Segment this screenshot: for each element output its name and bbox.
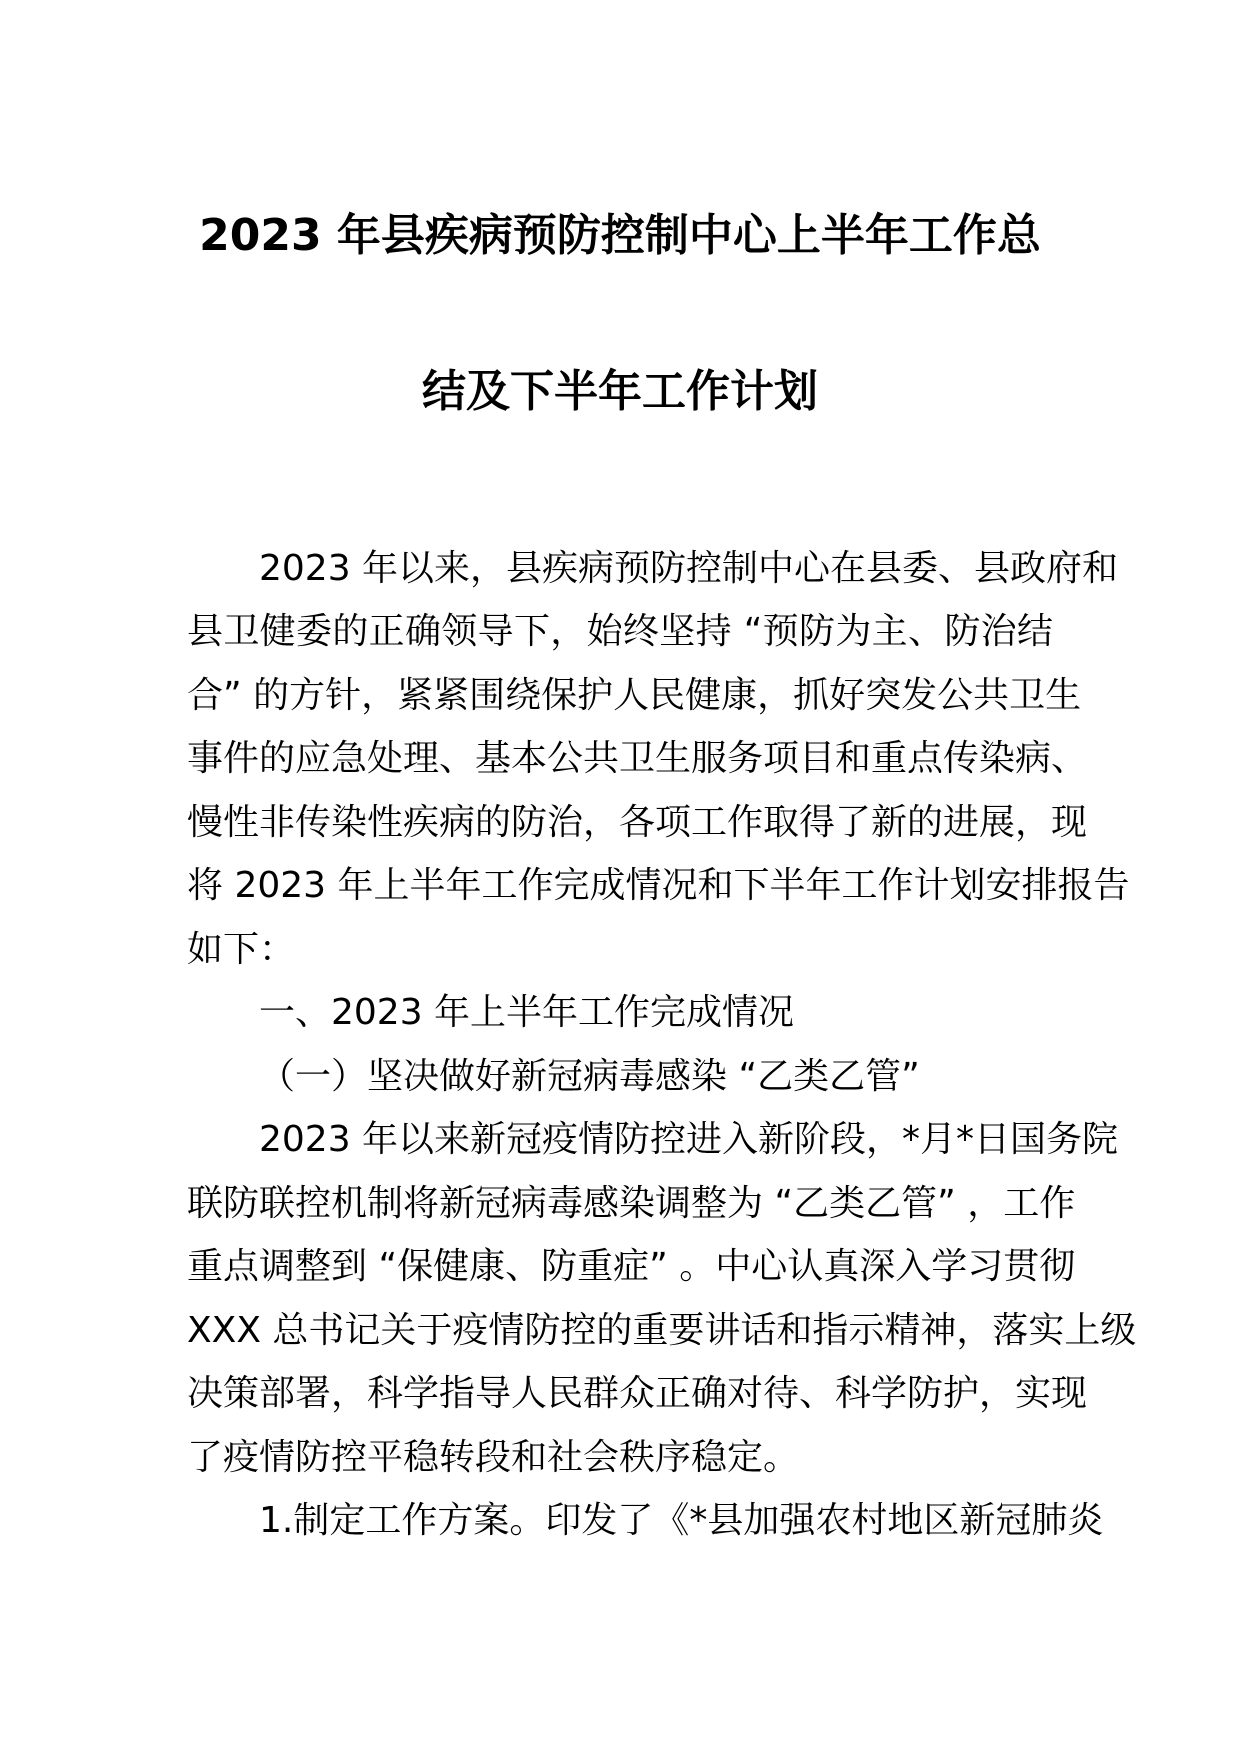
numbered-item-line: 1.制定工作方案。印发了《*县加强农村地区新冠肺炎 (259, 1500, 1104, 1541)
paragraph-line: XXX 总书记关于疫情防控的重要讲话和指示精神，落实上级 (187, 1310, 1137, 1351)
paragraph-line: 2023 年以来新冠疫情防控进入新阶段，*月*日国务院 (259, 1119, 1119, 1160)
paragraph-line: 县卫健委的正确领导下，始终坚持 “预防为主、防治结 (187, 611, 1053, 652)
document-title-line-1: 2023 年县疾病预防控制中心上半年工作总 (199, 210, 1041, 261)
document-title-line-2: 结及下半年工作计划 (422, 366, 818, 417)
paragraph-line: 将 2023 年上半年工作完成情况和下半年工作计划安排报告 (187, 865, 1130, 906)
subsection-heading: （一）坚决做好新冠病毒感染 “乙类乙管” (259, 1056, 920, 1097)
paragraph-line: 联防联控机制将新冠病毒感染调整为 “乙类乙管” ，工作 (187, 1183, 1076, 1224)
paragraph-line: 了疫情防控平稳转段和社会秩序稳定。 (187, 1437, 800, 1478)
paragraph-line: 慢性非传染性疾病的防治，各项工作取得了新的进展，现 (187, 802, 1088, 843)
paragraph-line: 事件的应急处理、基本公共卫生服务项目和重点传染病、 (187, 738, 1088, 779)
paragraph-line: 如下： (187, 929, 296, 970)
paragraph-line: 决策部署，科学指导人民群众正确对待、科学防护，实现 (187, 1373, 1088, 1414)
paragraph-line: 合” 的方针，紧紧围绕保护人民健康，抓好突发公共卫生 (187, 675, 1082, 716)
section-heading: 一、2023 年上半年工作完成情况 (259, 992, 795, 1033)
paragraph-line: 重点调整到 “保健康、防重症” 。中心认真深入学习贯彻 (187, 1246, 1076, 1287)
paragraph-line: 2023 年以来，县疾病预防控制中心在县委、县政府和 (259, 548, 1119, 589)
